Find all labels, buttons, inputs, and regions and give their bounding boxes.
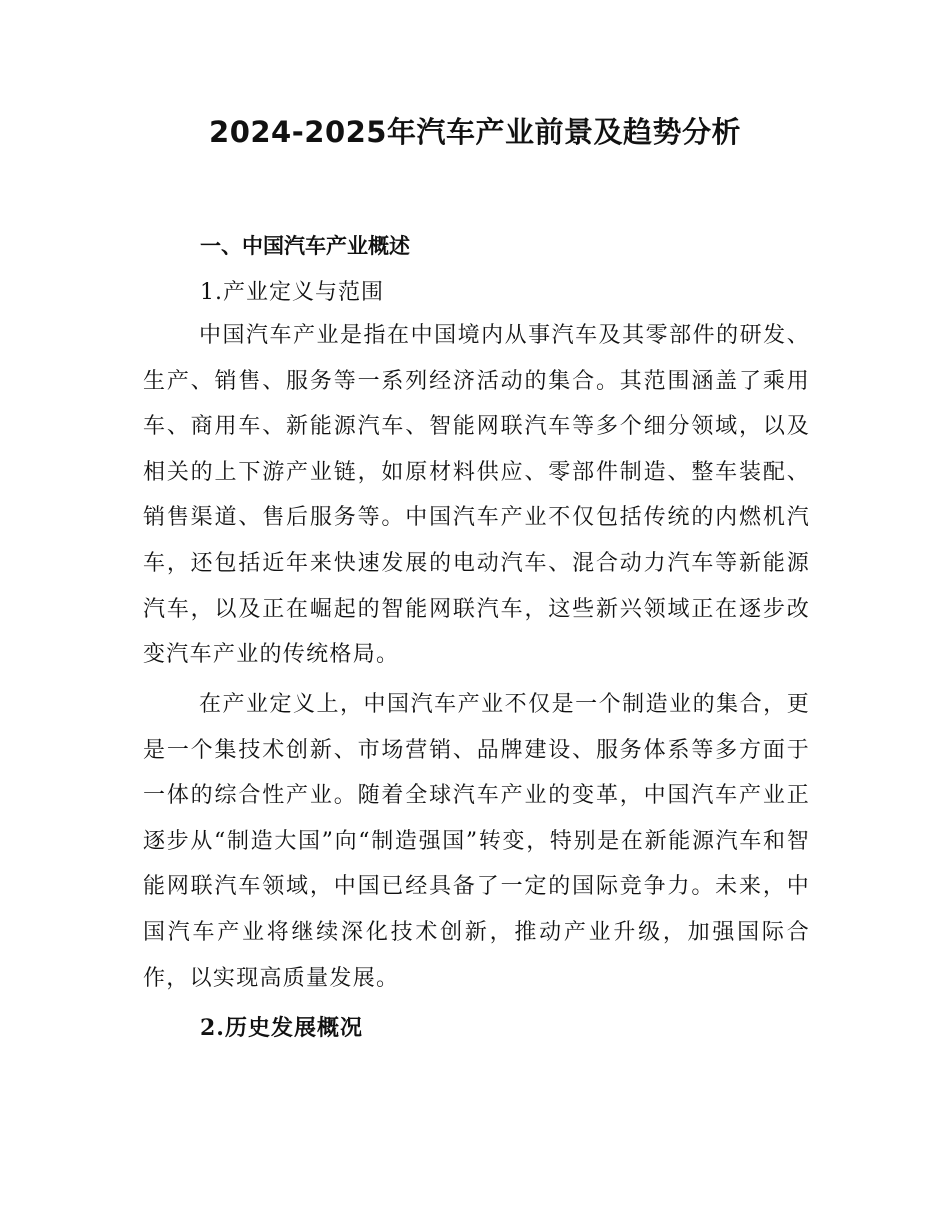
section-heading: 一、中国汽车产业概述 [200, 234, 410, 258]
subsection-heading: 2.历史发展概况 [200, 1015, 363, 1041]
paragraph: 中国汽车产业是指在中国境内从事汽车及其零部件的研发、生产、销售、服务等一系列经济活动的集合。其范围涵盖了乘用车、商用车、新能源汽车、智能网联汽车等多个细分领域，以及相关的上下游产业链，如原材料供应、零部件制造、整车装配、销售渠道、售后服务等。中国汽车产业不仅包括传统的内燃机汽车，还包括近年来快速发展的电动汽车、混合动力汽车等新能源汽车，以及正在崛起的智能网联汽车，这些新兴领域正在逐步改变汽车产业的传统格局。 [143, 323, 810, 668]
paragraph: 在产业定义上，中国汽车产业不仅是一个制造业的集合，更是一个集技术创新、市场营销、品牌建设、服务体系等多方面于一体的综合性产业。随着全球汽车产业的变革，中国汽车产业正逐步从“制造大国”向“制造强国”转变，特别是在新能源汽车和智能网联汽车领域，中国已经具备了一定的国际竞争力。未来，中国汽车产业将继续深化技术创新，推动产业升级，加强国际合作，以实现高质量发展。 [143, 692, 810, 991]
subsection-heading: 1.产业定义与范围 [200, 280, 384, 305]
document-title: 2024-2025年汽车产业前景及趋势分析 [209, 115, 741, 149]
